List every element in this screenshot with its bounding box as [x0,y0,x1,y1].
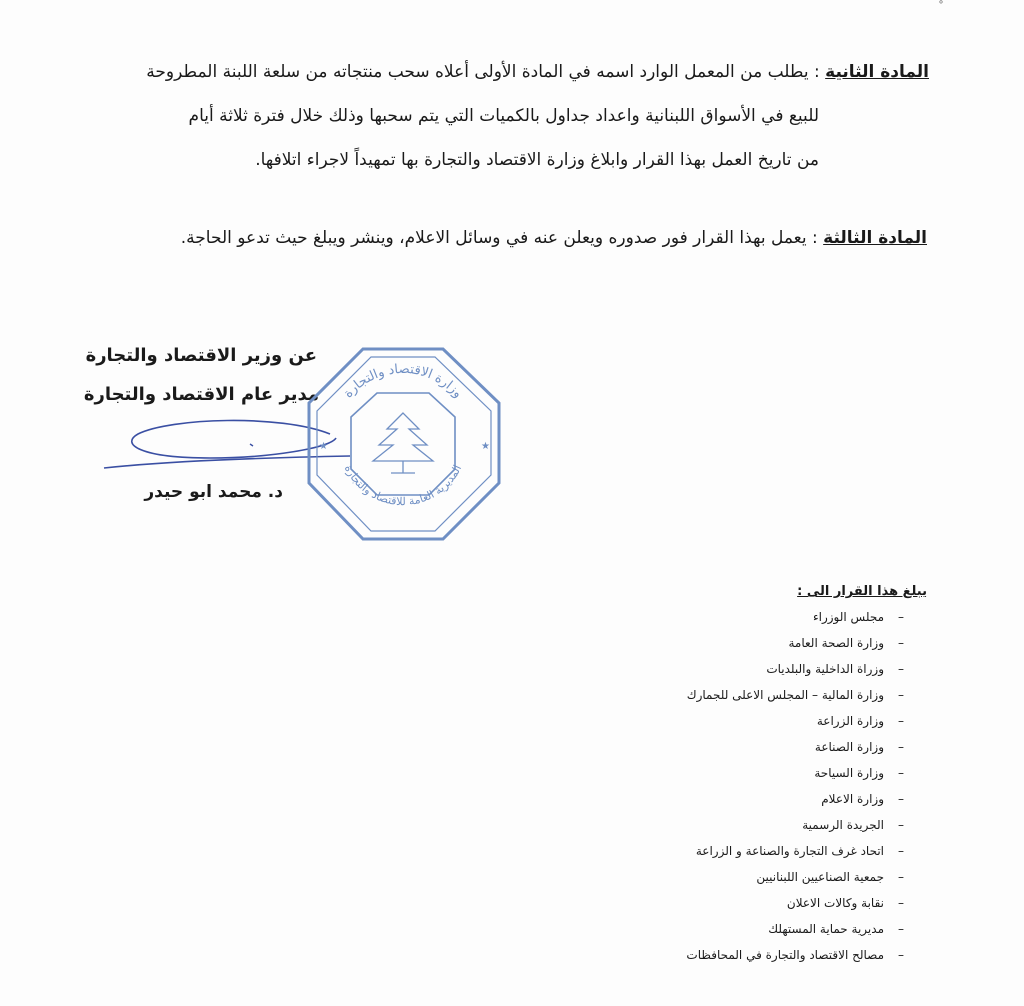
star-icon-left: ★ [319,441,328,452]
stamp-text-top: وزارة الاقتصاد والتجارة [340,361,466,402]
list-item: – وزارة الاعلام [821,792,904,806]
list-item: – وزارة الصحة العامة [788,636,904,650]
list-item: – وزارة المالية – المجلس الاعلى للجمارك [686,688,904,702]
stamp-text-bottom: المديرية العامة للاقتصاد والتجارة [341,462,465,509]
article-2-title: المادة الثانية [825,62,929,82]
star-icon: ★ [481,441,490,452]
list-item: – وزارة الزراعة [816,714,904,728]
distribution-title: يبلغ هذا القرار الى : [797,584,927,599]
article-3-title: المادة الثالثة [823,228,927,248]
list-item: – وزراة الداخلية والبلديات [766,662,904,676]
list-item: – مديرية حماية المستهلك [768,922,904,936]
list-item: – وزارة الصناعة [814,740,904,754]
list-item: – مصالح الاقتصاد والتجارة في المحافظات [686,948,904,962]
article-2-line-3: من تاريخ العمل بهذا القرار وابلاغ وزارة الاقتصاد والتجارة بها تمهيداً لاجراء اتلافها. [255,150,819,170]
article-3-line [181,230,927,247]
article-2-line-1 [146,64,929,81]
signature-line-2: مدير عام الاقتصاد والتجارة [83,384,319,405]
list-item: – جمعية الصناعيين اللبنانيين [756,870,904,884]
list-item: – اتحاد غرف التجارة والصناعة و الزراعة [695,844,904,858]
list-item: – الجريدة الرسمية [802,818,904,832]
article-2-text-1: : يطلب من المعمل الوارد اسمه في المادة الأولى أعلاه سحب منتجاته من سلعة اللبنة المطروحة [146,62,820,82]
list-item: – مجلس الوزراء [812,610,904,624]
ministry-stamp [305,345,501,541]
cedar-icon [373,413,433,473]
corner-mark: ˚ [938,0,944,14]
article-2 [69,64,929,179]
signature-line-1: عن وزير الاقتصاد والتجارة [85,345,317,366]
article-2-line-2: للبيع في الأسواق اللبنانية واعداد جداول بالكميات التي يتم سحبها وذلك خلال فترة ثلاثة أيام [188,106,819,126]
article-3-text: : يعمل بهذا القرار فور صدوره ويعلن عنه في وسائل الاعلام، وينشر ويبلغ حيث تدعو الحاجة. [180,228,818,248]
list-item: – وزارة السياحة [814,766,904,780]
signatory-name: د. محمد ابو حيدر [144,482,283,502]
list-item: – نقابة وكالات الاعلان [786,896,904,910]
article-3 [67,230,927,256]
